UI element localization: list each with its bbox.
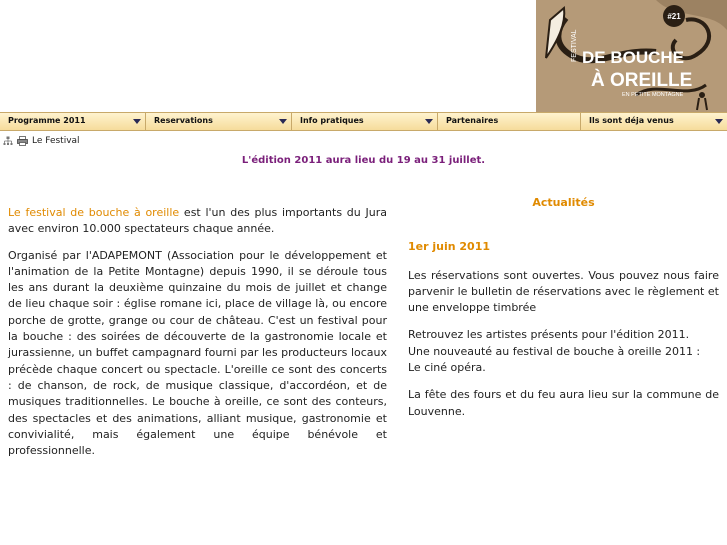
nav-label: Reservations xyxy=(154,116,213,125)
news-reservations: Les réservations sont ouvertes. Vous pouvez nous faire parvenir le bulletin de réservations avec le règlement et une enveloppe timbrée xyxy=(408,268,719,315)
logo-de-bouche-text: DE BOUCHE xyxy=(582,48,685,67)
dropdown-arrow-icon xyxy=(715,119,723,124)
news-date: 1er juin 2011 xyxy=(408,240,491,254)
logo-a-oreille-text: À OREILLE xyxy=(591,70,693,91)
logo-petite-montagne-text: EN PETITE MONTAGNE xyxy=(622,92,684,98)
news-artists-line3: Le ciné opéra. xyxy=(408,361,486,375)
nav-label: Info pratiques xyxy=(300,116,364,125)
festival-logo[interactable] xyxy=(536,0,727,112)
festival-name-highlight: Le festival de bouche à oreille xyxy=(8,206,180,219)
dropdown-arrow-icon xyxy=(279,119,287,124)
news-fete-des-fours: La fête des fours et du feu aura lieu sur la commune de Louvenne. xyxy=(408,388,719,418)
festival-description xyxy=(8,205,387,469)
logo-artwork xyxy=(536,0,727,112)
nav-partenaires[interactable] xyxy=(438,113,581,130)
nav-info-pratiques[interactable] xyxy=(292,113,438,130)
breadcrumb-current: Le Festival xyxy=(32,136,80,146)
news-artists-line1: Retrouvez les artistes présents pour l'édition 2011. xyxy=(408,328,690,342)
dropdown-arrow-icon xyxy=(425,119,433,124)
breadcrumb xyxy=(3,134,80,148)
description-paragraph: Organisé par l'ADAPEMONT (Association pour le développement et l'animation de la Petite Montagne) depuis 1990, il se déroule tous les ans durant la deuxième quinzaine du mois de juillet et change de lieu chaque soir : église romane ici, place de village là, ou encore porche de grotte, grange ou cour de château. C'est un festival pour la bouche : des soirées de découverte de la gastronomie locale et jurassienne, un buffet campagnard fourni par les producteurs locaux précède chaque concert ou spectacle. L'oreille ce sont des concerts : de chanson, de rock, de musique classique, d'accordéon, et de musiques traditionnelles. Le bouche à oreille, ce sont des conteurs, des spectacles et des animations, alliant musique, gastronomie et convivialité, mais également une équipe bénévole et professionnelle. xyxy=(8,248,387,458)
news-column xyxy=(408,195,719,431)
logo-festival-text: FESTIVAL xyxy=(571,29,578,62)
nav-reservations[interactable] xyxy=(146,113,292,130)
print-icon[interactable] xyxy=(17,136,28,146)
header xyxy=(0,0,727,112)
nav-label: Programme 2011 xyxy=(8,116,86,125)
intro-paragraph-text: est l'un des plus importants du Jura avec environ 10.000 spectateurs chaque année. xyxy=(8,206,387,236)
news-title: Actualités xyxy=(532,196,595,209)
nav-label: Partenaires xyxy=(446,116,499,125)
nav-label: Ils sont déja venus xyxy=(589,116,674,125)
main-nav xyxy=(0,112,727,131)
edition-badge: #21 xyxy=(667,12,681,21)
news-artists-line2: Une nouveauté au festival de bouche à oreille 2011 : xyxy=(408,344,701,358)
nav-programme-2011[interactable] xyxy=(0,113,146,130)
nav-ils-sont-deja-venus[interactable] xyxy=(581,113,727,130)
edition-announcement: L'édition 2011 aura lieu du 19 au 31 juillet. xyxy=(241,155,486,166)
dropdown-arrow-icon xyxy=(133,119,141,124)
sitemap-icon[interactable] xyxy=(3,136,13,146)
news-artists xyxy=(408,327,719,376)
intro-paragraph xyxy=(8,205,387,238)
